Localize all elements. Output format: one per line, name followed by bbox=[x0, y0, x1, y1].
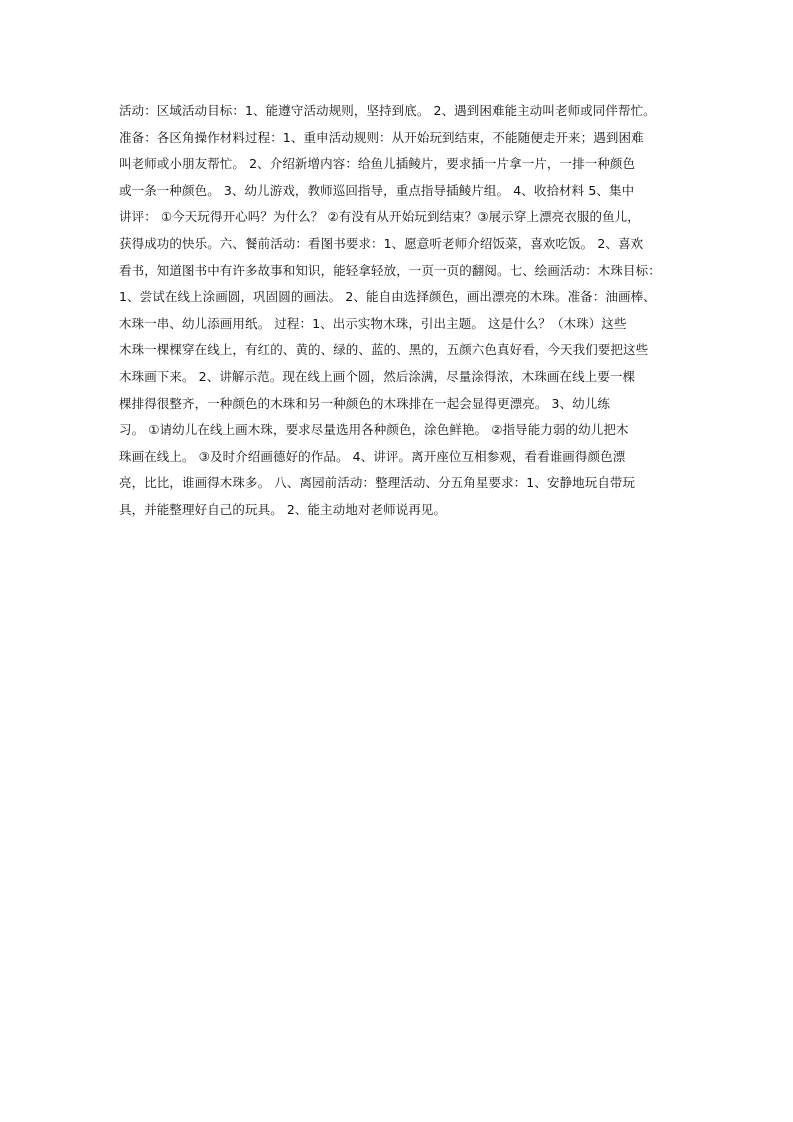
text-line: 讲评： ①今天玩得开心吗？为什么？ ②有没有从开始玩到结束？③展示穿上漂亮衣服的鱼儿， bbox=[119, 209, 640, 225]
text-line: 习。 ①请幼儿在线上画木珠，要求尽量选用各种颜色，涂色鲜艳。 ②指导能力弱的幼儿把木 bbox=[119, 422, 629, 438]
text-line: 棵排得很整齐，一种颜色的木珠和另一种颜色的木珠排在一起会显得更漂亮。 3、幼儿练 bbox=[119, 395, 610, 411]
text-line: 具，并能整理好自己的玩具。 2、能主动地对老师说再见。 bbox=[119, 501, 447, 517]
text-line: 准备：各区角操作材料过程：1、重申活动规则：从开始玩到结束，不能随便走开来；遇到困难 bbox=[119, 129, 644, 145]
text-line: 亮，比比，谁画得木珠多。 八、离园前活动：整理活动、分五角星要求：1、安静地玩自带玩 bbox=[119, 475, 636, 491]
text-line: 看书，知道图书中有许多故事和知识，能轻拿轻放，一页一页的翻阅。七、绘画活动：木珠目标： bbox=[119, 262, 661, 278]
text-line: 珠画在线上。 ③及时介绍画德好的作品。 4、讲评。离开座位互相参观，看看谁画得颜色漂 bbox=[119, 448, 626, 464]
text-line: 木珠一串、幼儿添画用纸。 过程：1、出示实物木珠，引出主题。 这是什么？（木珠）这些 bbox=[119, 315, 627, 331]
text-line: 或一条一种颜色。 3、幼儿游戏，教师巡回指导，重点指导插鲮片组。 4、收拾材料 5、集中 bbox=[119, 182, 635, 198]
document-body bbox=[119, 98, 679, 524]
text-line: 木珠画下来。 2、讲解示范。现在线上画个圆，然后涂满，尽量涂得浓，木珠画在线上要一棵 bbox=[119, 368, 636, 384]
text-line: 叫老师或小朋友帮忙。 2、介绍新增内容：给鱼儿插鲮片，要求插一片拿一片，一排一种颜色 bbox=[119, 156, 636, 172]
text-line: 1、尝试在线上涂画圆，巩固圆的画法。 2、能自由选择颜色，画出漂亮的木珠。准备：油画棒、 bbox=[119, 289, 656, 305]
text-line: 获得成功的快乐。六、餐前活动：看图书要求：1、愿意听老师介绍饭菜，喜欢吃饭。 2、喜欢 bbox=[119, 235, 644, 251]
text-line: 木珠一棵棵穿在线上，有红的、黄的、绿的、蓝的、黑的，五颜六色真好看，今天我们要把这些 bbox=[119, 342, 649, 358]
text-line: 活动：区域活动目标：1、能遵守活动规则，坚持到底。 2、遇到困难能主动叫老师或同伴帮忙。 bbox=[119, 103, 656, 118]
